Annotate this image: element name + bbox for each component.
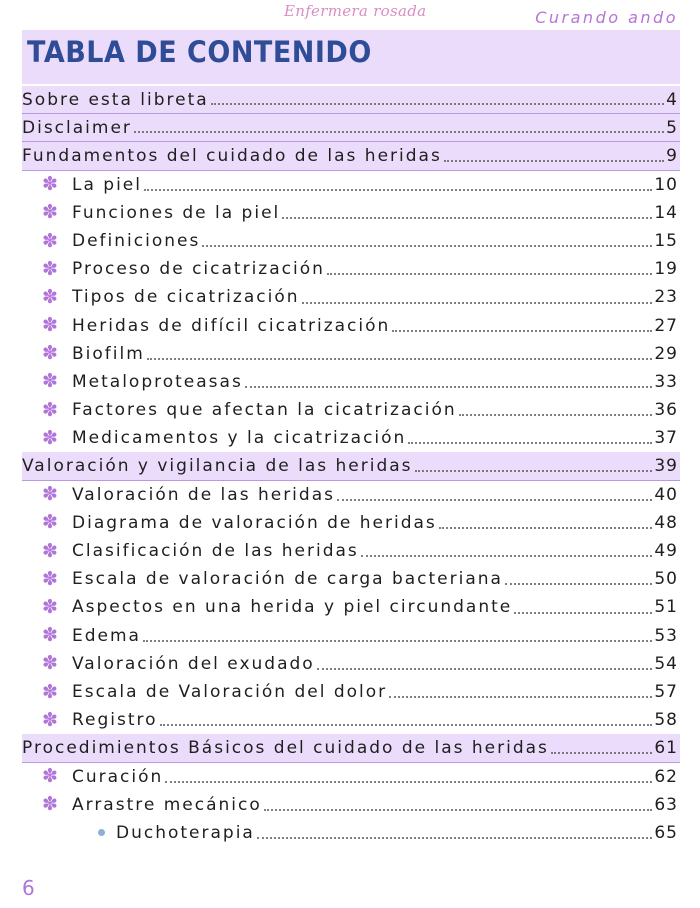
dot-leader bbox=[257, 837, 653, 839]
asterisk-flower-icon bbox=[42, 513, 72, 532]
toc-page-number: 5 bbox=[666, 117, 678, 138]
toc-entry-row[interactable] bbox=[22, 396, 680, 424]
asterisk-flower-icon-glyph: ✽ bbox=[42, 398, 58, 421]
asterisk-flower-icon-glyph: ✽ bbox=[42, 229, 58, 252]
toc-page-number: 49 bbox=[654, 541, 678, 562]
toc-page-number: 36 bbox=[654, 400, 678, 421]
toc-page-number: 50 bbox=[654, 569, 678, 590]
toc-entry-row[interactable] bbox=[22, 312, 680, 340]
toc-section-row[interactable] bbox=[22, 86, 680, 114]
toc-page-number: 23 bbox=[654, 287, 678, 308]
dot-leader bbox=[264, 809, 653, 811]
asterisk-flower-icon bbox=[42, 344, 72, 363]
toc-entry-label: Fundamentos del cuidado de las heridas bbox=[22, 145, 442, 166]
asterisk-flower-icon bbox=[42, 485, 72, 504]
toc-entry-label: Valoración del exudado bbox=[72, 653, 315, 674]
toc-entry-row[interactable] bbox=[22, 340, 680, 368]
dot-leader bbox=[459, 414, 653, 416]
bullet-dot-icon-shape bbox=[98, 829, 105, 836]
toc-entry-row[interactable] bbox=[22, 368, 680, 396]
asterisk-flower-icon bbox=[42, 285, 72, 308]
toc-page-number: 19 bbox=[654, 259, 678, 280]
asterisk-flower-icon bbox=[42, 767, 72, 786]
asterisk-flower-icon-glyph: ✽ bbox=[42, 765, 58, 788]
page-number: 6 bbox=[22, 876, 35, 900]
dot-leader bbox=[165, 781, 652, 783]
toc-entry-row[interactable] bbox=[22, 481, 680, 509]
dot-leader bbox=[551, 752, 652, 754]
toc-entry-row[interactable] bbox=[22, 283, 680, 311]
asterisk-flower-icon-glyph: ✽ bbox=[42, 793, 58, 816]
asterisk-flower-icon bbox=[42, 595, 72, 618]
asterisk-flower-icon-glyph: ✽ bbox=[42, 595, 58, 618]
toc-entry-row[interactable] bbox=[22, 565, 680, 593]
toc-entry-label: La piel bbox=[72, 174, 142, 195]
asterisk-flower-icon bbox=[42, 626, 72, 645]
asterisk-flower-icon bbox=[42, 567, 72, 590]
toc-entry-label: Arrastre mecánico bbox=[72, 794, 262, 815]
toc-entry-label: Funciones de la piel bbox=[72, 202, 281, 223]
toc-section-row[interactable] bbox=[22, 114, 680, 142]
toc-entry-label: Curación bbox=[72, 766, 164, 787]
toc-entry-label: Clasificación de las heridas bbox=[72, 541, 359, 562]
toc-page-number: 61 bbox=[654, 737, 678, 758]
toc-page-number: 63 bbox=[654, 794, 678, 815]
toc-page-number: 53 bbox=[654, 625, 678, 646]
toc-entry-row[interactable] bbox=[22, 537, 680, 565]
toc-entry-label: Medicamentos y la cicatrización bbox=[72, 428, 407, 449]
toc-page-number: 65 bbox=[654, 822, 678, 843]
asterisk-flower-icon bbox=[42, 229, 72, 252]
toc-entry-label: Diagrama de valoración de heridas bbox=[72, 512, 437, 533]
toc-entry-row[interactable] bbox=[22, 763, 680, 791]
asterisk-flower-icon-glyph: ✽ bbox=[42, 511, 58, 534]
toc-entry-label: Edema bbox=[72, 625, 141, 646]
dot-leader bbox=[282, 217, 652, 219]
dot-leader bbox=[134, 131, 664, 133]
dot-leader bbox=[337, 499, 652, 501]
asterisk-flower-icon bbox=[42, 654, 72, 673]
toc-entry-row[interactable] bbox=[22, 424, 680, 452]
toc-entry-label: Escala de Valoración del dolor bbox=[72, 682, 388, 703]
toc-entry-label: Proceso de cicatrización bbox=[72, 259, 325, 280]
asterisk-flower-icon bbox=[42, 257, 72, 280]
asterisk-flower-icon-glyph: ✽ bbox=[42, 342, 58, 365]
toc-entry-label: Tipos de cicatrización bbox=[72, 287, 300, 308]
asterisk-flower-icon bbox=[42, 372, 72, 391]
dot-leader bbox=[327, 273, 652, 275]
toc-page-number: 40 bbox=[654, 484, 678, 505]
toc-entry-row[interactable] bbox=[22, 791, 680, 819]
toc-entry-label: Valoración de las heridas bbox=[72, 484, 335, 505]
toc-entry-row[interactable] bbox=[22, 622, 680, 650]
toc-page-number: 33 bbox=[654, 371, 678, 392]
toc-entry-row[interactable] bbox=[22, 593, 680, 621]
toc-page-number: 57 bbox=[654, 682, 678, 703]
asterisk-flower-icon bbox=[42, 795, 72, 814]
toc-page-number: 27 bbox=[654, 315, 678, 336]
asterisk-flower-icon bbox=[42, 398, 72, 421]
toc-page-number: 9 bbox=[666, 145, 678, 166]
toc-entry-row[interactable] bbox=[22, 509, 680, 537]
dot-leader bbox=[317, 668, 653, 670]
asterisk-flower-icon-glyph: ✽ bbox=[42, 314, 58, 337]
toc-page-number: 15 bbox=[654, 231, 678, 252]
brand-logo-text: Enfermera rosada bbox=[284, 2, 427, 20]
dot-leader bbox=[505, 583, 652, 585]
dot-leader bbox=[361, 555, 653, 557]
dot-leader bbox=[160, 724, 653, 726]
toc-entry-label: Registro bbox=[72, 710, 158, 731]
asterisk-flower-icon-glyph: ✽ bbox=[42, 652, 58, 675]
toc-entry-row[interactable] bbox=[22, 819, 680, 847]
toc-page-number: 37 bbox=[654, 428, 678, 449]
table-of-contents bbox=[22, 86, 680, 847]
toc-entry-row[interactable] bbox=[22, 255, 680, 283]
toc-entry-row[interactable] bbox=[22, 227, 680, 255]
toc-page-number: 4 bbox=[666, 89, 678, 110]
dot-leader bbox=[302, 302, 653, 304]
asterisk-flower-icon-glyph: ✽ bbox=[42, 285, 58, 308]
toc-section-row[interactable] bbox=[22, 142, 680, 170]
asterisk-flower-icon bbox=[42, 175, 72, 194]
toc-entry-label: Factores que afectan la cicatrización bbox=[72, 400, 457, 421]
asterisk-flower-icon-glyph: ✽ bbox=[42, 257, 58, 280]
asterisk-flower-icon-glyph: ✽ bbox=[42, 708, 58, 731]
dot-leader bbox=[389, 696, 652, 698]
toc-entry-row[interactable] bbox=[22, 171, 680, 199]
bullet-dot-icon bbox=[98, 829, 116, 836]
toc-entry-label: Valoración y vigilancia de las heridas bbox=[22, 456, 413, 477]
toc-section-row[interactable] bbox=[22, 452, 680, 480]
toc-page-number: 54 bbox=[654, 653, 678, 674]
toc-entry-label: Sobre esta libreta bbox=[22, 89, 209, 110]
toc-page-number: 14 bbox=[654, 202, 678, 223]
asterisk-flower-icon-glyph: ✽ bbox=[42, 680, 58, 703]
asterisk-flower-icon-glyph: ✽ bbox=[42, 173, 58, 196]
dot-leader bbox=[439, 527, 653, 529]
dot-leader bbox=[415, 470, 653, 472]
asterisk-flower-icon-glyph: ✽ bbox=[42, 426, 58, 449]
dot-leader bbox=[143, 640, 652, 642]
dot-leader bbox=[245, 386, 653, 388]
dot-leader bbox=[211, 103, 665, 105]
toc-page-number: 51 bbox=[654, 597, 678, 618]
asterisk-flower-icon-glyph: ✽ bbox=[42, 539, 58, 562]
asterisk-flower-icon bbox=[42, 316, 72, 335]
page-title: TABLA DE CONTENIDO bbox=[27, 36, 372, 70]
toc-entry-row[interactable] bbox=[22, 678, 680, 706]
dot-leader bbox=[147, 358, 653, 360]
toc-page-number: 39 bbox=[654, 456, 678, 477]
dot-leader bbox=[392, 330, 652, 332]
toc-section-row[interactable] bbox=[22, 734, 680, 762]
toc-page-number: 48 bbox=[654, 512, 678, 533]
toc-entry-label: Metaloproteasas bbox=[72, 371, 243, 392]
asterisk-flower-icon bbox=[42, 426, 72, 449]
asterisk-flower-icon bbox=[42, 539, 72, 562]
toc-entry-label: Procedimientos Básicos del cuidado de las heridas bbox=[22, 737, 549, 758]
toc-entry-row[interactable] bbox=[22, 650, 680, 678]
asterisk-flower-icon bbox=[42, 203, 72, 222]
dot-leader bbox=[202, 245, 652, 247]
asterisk-flower-icon bbox=[42, 708, 72, 731]
toc-page-number: 29 bbox=[654, 343, 678, 364]
toc-entry-row[interactable] bbox=[22, 706, 680, 734]
dot-leader bbox=[514, 612, 652, 614]
toc-entry-label: Disclaimer bbox=[22, 117, 132, 138]
dot-leader bbox=[408, 442, 652, 444]
toc-page-number: 10 bbox=[654, 174, 678, 195]
toc-entry-label: Biofilm bbox=[72, 343, 145, 364]
toc-entry-label: Heridas de difícil cicatrización bbox=[72, 315, 391, 336]
asterisk-flower-icon-glyph: ✽ bbox=[42, 624, 58, 647]
asterisk-flower-icon-glyph: ✽ bbox=[42, 483, 58, 506]
toc-entry-label: Aspectos en una herida y piel circundante bbox=[72, 597, 513, 618]
asterisk-flower-icon-glyph: ✽ bbox=[42, 567, 58, 590]
dot-leader bbox=[444, 160, 664, 162]
asterisk-flower-icon-glyph: ✽ bbox=[42, 201, 58, 224]
toc-entry-label: Duchoterapia bbox=[116, 822, 255, 843]
toc-entry-label: Escala de valoración de carga bacteriana bbox=[72, 569, 503, 590]
asterisk-flower-icon bbox=[42, 680, 72, 703]
toc-page-number: 58 bbox=[654, 710, 678, 731]
header-tagline: Curando ando bbox=[535, 8, 678, 27]
toc-entry-label: Definiciones bbox=[72, 231, 201, 252]
toc-entry-row[interactable] bbox=[22, 199, 680, 227]
dot-leader bbox=[144, 189, 652, 191]
asterisk-flower-icon-glyph: ✽ bbox=[42, 370, 58, 393]
toc-page-number: 62 bbox=[654, 766, 678, 787]
